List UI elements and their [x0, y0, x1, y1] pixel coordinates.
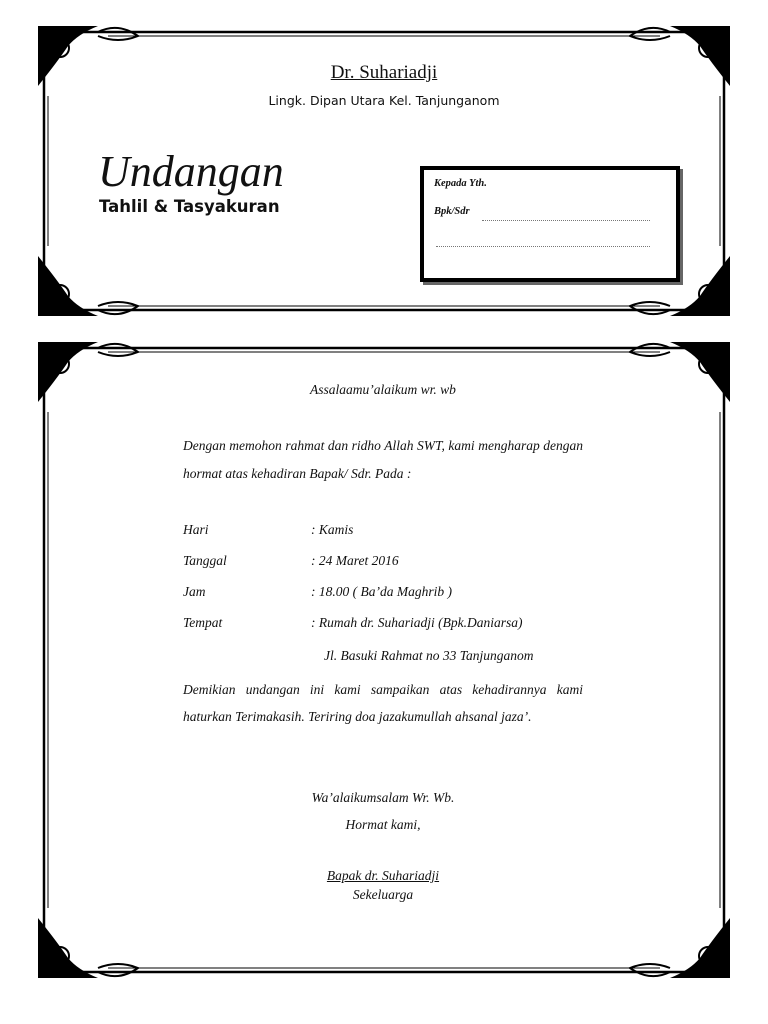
invitation-letter — [38, 342, 730, 978]
detail-row-jam — [183, 584, 452, 600]
detail-value: : 18.00 ( Ba’da Maghrib ) — [311, 584, 452, 599]
signer-line — [183, 866, 583, 886]
invitation-subheading: Tahlil & Tasyakuran — [99, 197, 280, 216]
host-address: Lingk. Dipan Utara Kel. Tanjunganom — [268, 93, 500, 108]
recipient-label: Bpk/Sdr — [434, 206, 470, 217]
recipient-box — [420, 166, 680, 282]
signer-name: Bapak dr. Suhariadji — [326, 868, 440, 883]
detail-value: : 24 Maret 2016 — [311, 553, 399, 568]
detail-row-tanggal — [183, 553, 399, 569]
recipient-line1: Kepada Yth. — [434, 178, 487, 189]
greeting: Assalaamu’alaikum wr. wb — [310, 382, 456, 397]
detail-row-tempat — [183, 615, 523, 631]
detail-label: Jam — [183, 584, 206, 599]
recipient-dotted-line-1 — [482, 220, 650, 221]
invitation-cover — [38, 26, 730, 316]
detail-row-hari — [183, 522, 354, 538]
detail-label: Hari — [183, 522, 209, 537]
venue-address: Jl. Basuki Rahmat no 33 Tanjunganom — [324, 648, 534, 663]
recipient-dotted-line-2 — [436, 246, 650, 247]
detail-label: Tanggal — [183, 553, 227, 568]
invitation-heading: Undangan — [98, 147, 284, 196]
detail-value: : Rumah dr. Suhariadji (Bpk.Daniarsa) — [311, 615, 523, 630]
closing-salam: Wa’alaikumsalam Wr. Wb. — [311, 790, 455, 805]
closing-paragraph: Demikian undangan ini kami sampaikan atas kehadirannya kami haturkan Terimakasih. Teriring doa jazakumullah ahsanal jaza’. — [183, 682, 583, 724]
host-name: Dr. Suhariadji — [330, 62, 438, 83]
closing-hormat: Hormat kami, — [345, 817, 421, 832]
intro-paragraph: Dengan memohon rahmat dan ridho Allah SWT, kami mengharap dengan hormat atas kehadiran Bapak/ Sdr. Pada : — [183, 438, 583, 482]
detail-value: : Kamis — [311, 522, 354, 537]
signer-family: Sekeluarga — [352, 887, 414, 902]
detail-label: Tempat — [183, 615, 223, 630]
recipient-line2 — [434, 206, 470, 217]
